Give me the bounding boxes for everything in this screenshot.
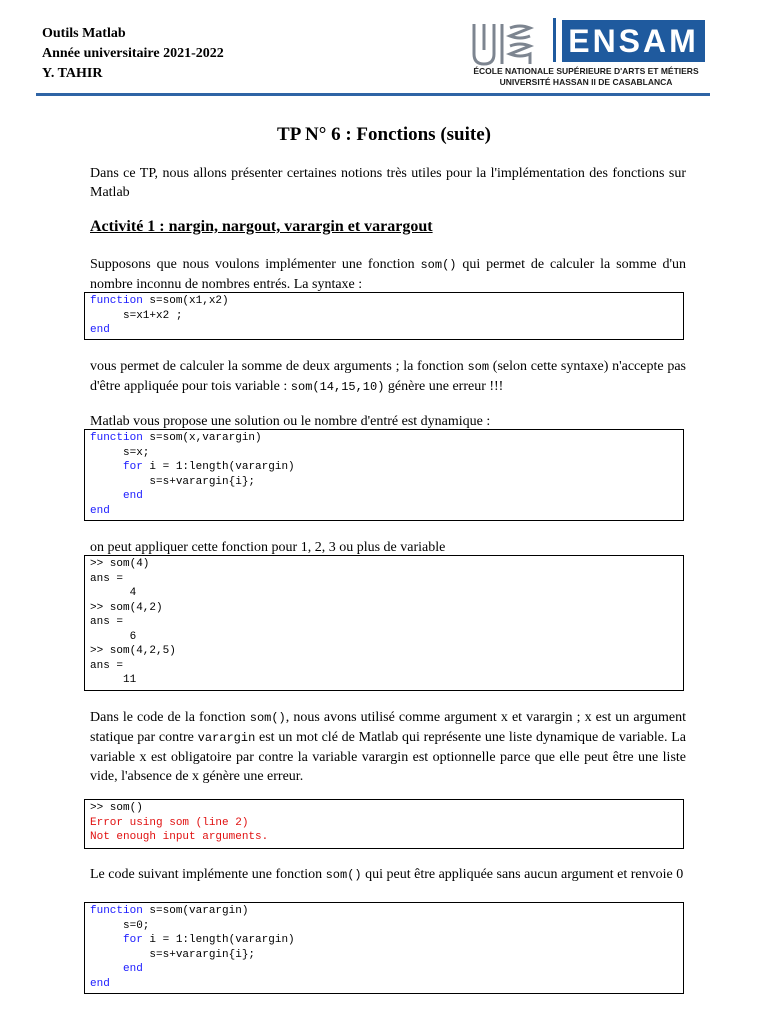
ensam-logo: ENSAM (562, 20, 705, 62)
code-text: s=som(x,varargin) (142, 432, 262, 444)
code-text (90, 461, 123, 473)
code-line (90, 489, 678, 504)
code-keyword: end (90, 324, 110, 336)
university-logo-icon (470, 20, 542, 68)
code-text: ans = (90, 659, 124, 672)
code-line (90, 586, 678, 601)
code-text (90, 490, 123, 502)
code-line (90, 659, 678, 674)
code-keyword: for (123, 934, 143, 946)
code-text: s=0; (90, 919, 150, 932)
code-text: 4 (90, 587, 137, 599)
code-text: i = 1:length(varargin) (142, 461, 295, 473)
school-name-line2: UNIVERSITÉ HASSAN II DE CASABLANCA (499, 77, 673, 87)
code-line (90, 446, 678, 461)
code-text: 11 (90, 674, 137, 686)
code-text: >> som(4,2,5) (90, 645, 176, 657)
p5-inline-code-1: som() (249, 711, 286, 725)
code-text: >> som(4) (90, 558, 150, 570)
academic-year: Année universitaire 2021-2022 (42, 46, 224, 61)
code-keyword: end (123, 963, 143, 975)
page-title: TP N° 6 : Fonctions (suite) (277, 124, 491, 145)
code-text: i = 1:length(varargin) (142, 934, 295, 946)
code-line (90, 977, 678, 992)
code-keyword: function (90, 295, 143, 307)
code-keyword: function (90, 432, 143, 444)
p2-text-c: génère une erreur !!! (384, 379, 504, 394)
p5-text-c: est un mot clé de Matlab qui représente une liste dynamique de variable. La variable x est obligatoire par contre la variable varargin est optionnelle parce que elle peut être une liste vide, l'absence de x génère une erreur. (90, 730, 686, 784)
code-text: s=som(varargin) (142, 905, 249, 917)
code-line (90, 919, 678, 934)
paragraph-3: Matlab vous propose une solution ou le nombre d'entré est dynamique : (90, 414, 491, 429)
code-text: >> som(4,2) (90, 601, 163, 614)
code-line (90, 557, 678, 572)
paragraph-6 (90, 865, 686, 885)
code-keyword: for (123, 461, 143, 473)
code-line (90, 615, 678, 630)
code-text: >> som() (90, 802, 143, 814)
code-keyword: function (90, 905, 143, 917)
code-text: s=s+varargin{i}; (90, 948, 256, 961)
code-line (90, 431, 678, 446)
code-line (90, 601, 678, 616)
code-text: s=s+varargin{i}; (90, 475, 256, 488)
code-text: s=x1+x2 ; (90, 309, 183, 322)
p1-inline-code: som() (420, 258, 457, 272)
code-text: ans = (90, 572, 124, 585)
error-text: Not enough input arguments. (90, 831, 269, 843)
intro-paragraph: Dans ce TP, nous allons présenter certaines notions très utiles pour la l'implémentation des fonctions sur Matlab (90, 166, 686, 200)
header-rule (36, 93, 710, 96)
p6-inline-code: som() (325, 868, 362, 882)
code-block-2 (84, 429, 684, 521)
p6-text-b: qui peut être appliquée sans aucun argument et renvoie 0 (361, 867, 684, 882)
course-name: Outils Matlab (42, 26, 126, 41)
paragraph-4: on peut appliquer cette fonction pour 1, 2, 3 ou plus de variable (90, 540, 446, 555)
code-line (90, 504, 678, 519)
console-output-1 (84, 555, 684, 691)
p2-inline-code-2: som(14,15,10) (290, 380, 385, 394)
p1-text-b: qui permet de calculer la somme d'un nombre inconnu de nombres entrés. La syntaxe : (90, 257, 686, 292)
header-info (42, 24, 224, 84)
code-line (90, 816, 678, 831)
p5-inline-code-2: varargin (197, 731, 256, 745)
code-line (90, 801, 678, 816)
code-line (90, 933, 678, 948)
paragraph-1 (90, 255, 686, 294)
console-error-block (84, 799, 684, 849)
p2-text-b: (selon cette syntaxe) n'accepte pas d'être appliquée pour tois variable : (90, 359, 686, 394)
code-keyword: end (90, 504, 110, 517)
code-keyword: end (90, 977, 110, 990)
code-line (90, 830, 678, 845)
p2-inline-code-1: som (467, 360, 490, 374)
p5-text-a: Dans le code de la fonction (90, 710, 250, 725)
logo-divider (553, 18, 556, 62)
code-line (90, 644, 678, 659)
code-block-1 (84, 292, 684, 340)
activity1-title: Activité 1 : nargin, nargout, varargin et varargout (90, 218, 433, 235)
p1-text-a: Supposons que nous voulons implémenter une fonction (90, 257, 421, 272)
code-line (90, 904, 678, 919)
code-line (90, 572, 678, 587)
code-line (90, 294, 678, 309)
p6-text-a: Le code suivant implémente une fonction (90, 867, 326, 882)
error-text: Error using som (line 2) (90, 816, 249, 829)
p5-text-b: , nous avons utilisé comme argument x et varargin ; x est un argument statique par contre (90, 710, 686, 745)
p2-text-a: vous permet de calculer la somme de deux arguments ; la fonction (90, 359, 468, 374)
code-text (90, 934, 123, 946)
paragraph-5 (90, 708, 686, 786)
code-line (90, 948, 678, 963)
school-name-line1: ÉCOLE NATIONALE SUPÉRIEURE D'ARTS ET MÉTIERS (473, 66, 699, 76)
code-line (90, 309, 678, 324)
code-text (90, 963, 123, 975)
code-keyword: end (123, 490, 143, 502)
code-line (90, 460, 678, 475)
code-text: s=som(x1,x2) (142, 295, 229, 307)
code-line (90, 323, 678, 338)
code-block-3 (84, 902, 684, 994)
code-line (90, 673, 678, 688)
code-text: s=x; (90, 446, 150, 459)
code-line (90, 962, 678, 977)
paragraph-2 (90, 357, 686, 397)
code-text: ans = (90, 616, 124, 628)
author-name: Y. TAHIR (42, 66, 103, 81)
code-line (90, 475, 678, 490)
code-text: 6 (90, 630, 137, 643)
school-name (466, 66, 706, 88)
code-line (90, 630, 678, 645)
